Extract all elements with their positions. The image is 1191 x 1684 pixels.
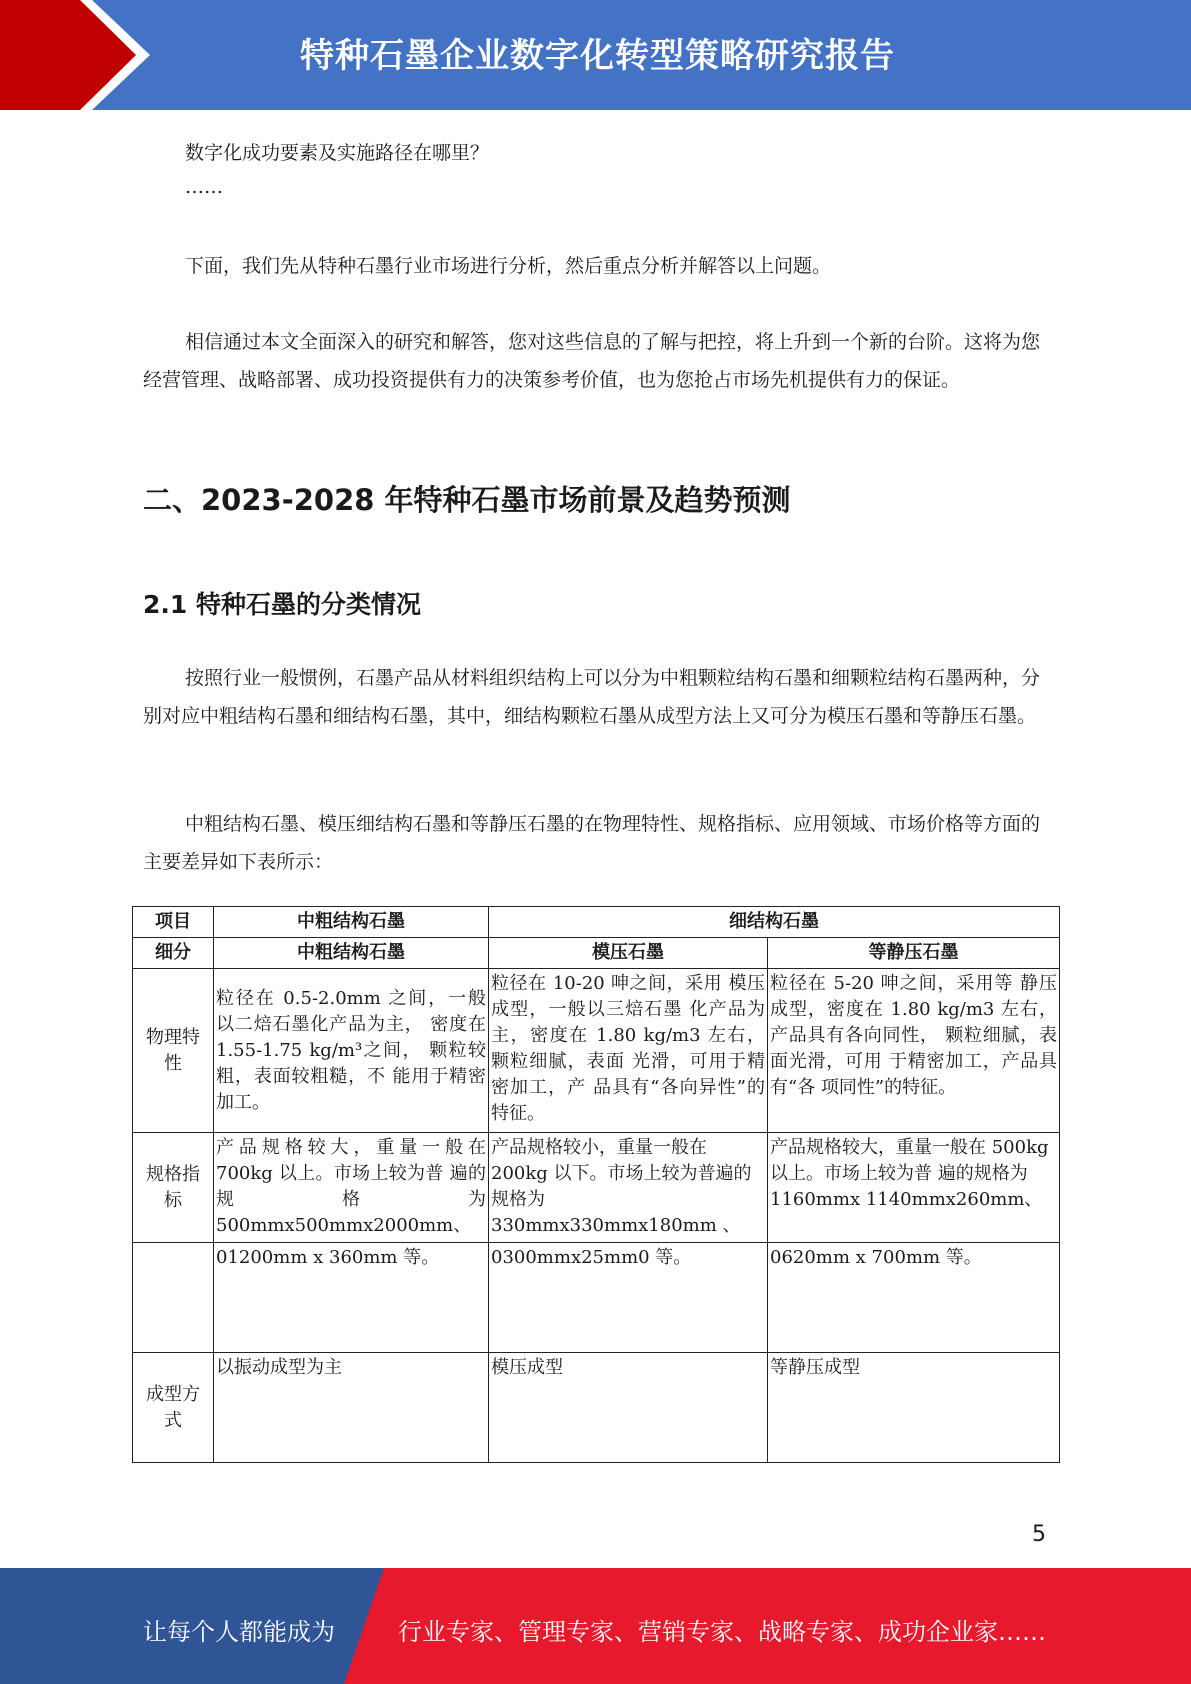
row-label-spec: 规格指标	[133, 1133, 214, 1243]
graphite-comparison-table	[132, 906, 1060, 1463]
intro-paragraph-1: 下面，我们先从特种石墨行业市场进行分析，然后重点分析并解答以上问题。	[185, 255, 832, 277]
cell-physical-isostatic: 粒径在 5-20 呻之间，采用等 静压成型，密度在 1.80 kg/m3 左右，产品具有各向同性， 颗粒细腻，表面光滑，可用 于精密加工，产品具有“各 项同性”的特征。	[768, 969, 1060, 1133]
subheader-coarse: 中粗结构石墨	[214, 938, 489, 969]
footer-slogan-right: 行业专家、管理专家、营销专家、战略专家、成功企业家……	[398, 1618, 1046, 1646]
row-label-physical: 物理特性	[133, 969, 214, 1133]
cell-forming-coarse: 以振动成型为主	[214, 1353, 489, 1463]
section-paragraph-1: 按照行业一般惯例，石墨产品从材料组织结构上可以分为中粗颗粒结构石墨和细颗粒结构石墨两种，分别对应中粗结构石墨和细结构石墨，其中，细结构颗粒石墨从成型方法上又可分为模压石墨和等静压石墨。	[143, 667, 1041, 727]
subheader-isostatic: 等静压石墨	[768, 938, 1060, 969]
row-label-spec-cont	[133, 1243, 214, 1353]
table-row	[133, 969, 1060, 1133]
intro-paragraph-2: 相信通过本文全面深入的研究和解答，您对这些信息的了解与把控，将上升到一个新的台阶。这将为您经营管理、战略部署、成功投资提供有力的决策参考价值，也为您抢占市场先机提供有力的保证。	[143, 331, 1041, 391]
table-row	[133, 1133, 1060, 1243]
table-row	[133, 1353, 1060, 1463]
table-subheader-row	[133, 938, 1060, 969]
cell-spec-coarse: 产品规格较大，重量一般在 700kg 以上。市场上较为普 遍的规格为 500mmx500mmx2000mm、	[214, 1133, 489, 1243]
cell-spec-cont-isostatic: 0620mm x 700mm 等。	[768, 1243, 1060, 1353]
footer-band	[0, 1568, 1191, 1684]
subheader-molded: 模压石墨	[489, 938, 768, 969]
header-fine: 细结构石墨	[489, 907, 1060, 938]
subsection-heading: 2.1 特种石墨的分类情况	[143, 590, 421, 619]
subheader-label: 细分	[133, 938, 214, 969]
report-title: 特种石墨企业数字化转型策略研究报告	[300, 36, 895, 76]
table-row	[133, 1243, 1060, 1353]
cell-forming-isostatic: 等静压成型	[768, 1353, 1060, 1463]
footer-slogan-left: 让每个人都能成为	[143, 1618, 335, 1646]
cell-physical-coarse: 粒径在 0.5-2.0mm 之间，一般以二焙石墨化产品为主， 密度在 1.55-1.75 kg/m³之间， 颗粒较粗，表面较粗糙，不 能用于精密加工。	[214, 969, 489, 1133]
header-coarse: 中粗结构石墨	[214, 907, 489, 938]
page-number: 5	[1032, 1522, 1046, 1547]
intro-ellipsis: ……	[185, 176, 223, 198]
section-heading: 二、2023-2028 年特种石墨市场前景及趋势预测	[143, 483, 791, 517]
row-label-forming: 成型方式	[133, 1353, 214, 1463]
table-header-row	[133, 907, 1060, 938]
cell-forming-molded: 模压成型	[489, 1353, 768, 1463]
chevron-logo-icon	[0, 0, 160, 110]
cell-physical-molded: 粒径在 10-20 呻之间，采用 模压成型，一般以三焙石墨 化产品为主，密度在 1.80 kg/m3 左右，颗粒细腻，表面 光滑，可用于精密加工，产 品具有“各向异性”的特征。	[489, 969, 768, 1133]
header-band	[0, 0, 1191, 110]
intro-question: 数字化成功要素及实施路径在哪里？	[185, 142, 490, 164]
cell-spec-isostatic: 产品规格较大，重量一般在 500kg 以上。市场上较为普 遍的规格为 1160mmx 1140mmx260mm、	[768, 1133, 1060, 1243]
cell-spec-cont-coarse: 01200mm x 360mm 等。	[214, 1243, 489, 1353]
header-item: 项目	[133, 907, 214, 938]
section-paragraph-2: 中粗结构石墨、模压细结构石墨和等静压石墨的在物理特性、规格指标、应用领域、市场价格等方面的主要差异如下表所示：	[143, 813, 1041, 873]
cell-spec-cont-molded: 0300mmx25mm0 等。	[489, 1243, 768, 1353]
cell-spec-molded: 产品规格较小，重量一般在 200kg 以下。市场上较为普遍的规格为 330mmx330mmx180mm 、	[489, 1133, 768, 1243]
